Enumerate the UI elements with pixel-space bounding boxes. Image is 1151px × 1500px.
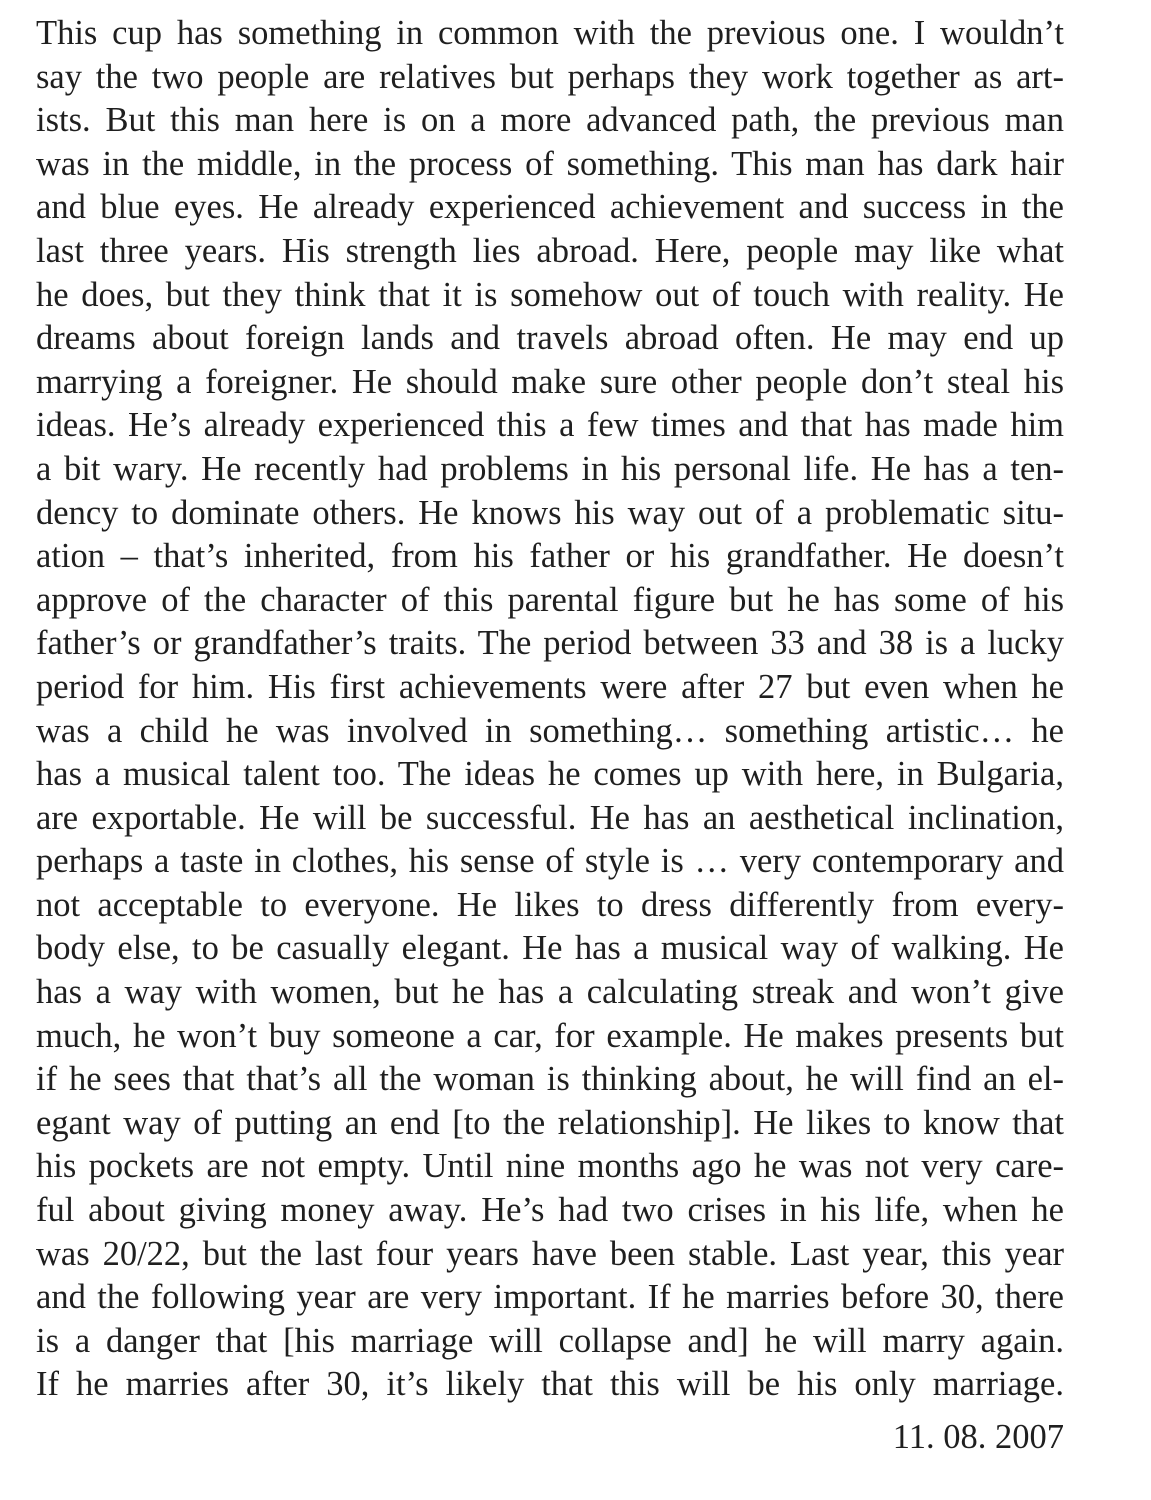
text-line: a bit wary. He recently had problems in his personal life. He has a ten- [36,449,1064,488]
text-line: egant way of putting an end [to the relationship]. He likes to know that [36,1103,1064,1142]
text-line: dreams about foreign lands and travels abroad often. He may end up [36,319,1064,358]
text-line: If he marries after 30, it’s likely that this will be his only marriage. [36,1365,1064,1404]
text-line: and the following year are very important. If he marries before 30, there [36,1278,1064,1317]
text-line: has a musical talent too. The ideas he comes up with here, in Bulgaria, [36,755,1064,794]
text-line: not acceptable to everyone. He likes to dress differently from every- [36,885,1064,924]
text-line: body else, to be casually elegant. He has a musical way of walking. He [36,929,1064,968]
text-line: is a danger that [his marriage will collapse and] he will marry again. [36,1321,1064,1360]
text-line: period for him. His first achievements were after 27 but even when he [36,667,1064,706]
text-line: say the two people are relatives but perhaps they work together as art- [36,57,1064,96]
text-line: perhaps a taste in clothes, his sense of style is … very contemporary and [36,842,1064,881]
text-line: last three years. His strength lies abroad. Here, people may like what [36,231,1064,270]
text-line: This cup has something in common with the previous one. I wouldn’t [36,14,1064,52]
text-line: dency to dominate others. He knows his way out of a problematic situ- [36,493,1064,532]
text-line: has a way with women, but he has a calculating streak and won’t give [36,973,1064,1012]
text-line: if he sees that that’s all the woman is thinking about, he will find an el- [36,1060,1064,1099]
text-line: much, he won’t buy someone a car, for example. He makes presents but [36,1016,1064,1055]
text-line: and blue eyes. He already experienced achievement and success in the [36,188,1064,227]
text-line: was 20/22, but the last four years have been stable. Last year, this year [36,1234,1064,1273]
text-line: ists. But this man here is on a more advanced path, the previous man [36,101,1064,140]
text-line: are exportable. He will be successful. He has an aesthetical inclination, [36,798,1064,837]
text-line: ation – that’s inherited, from his father or his grandfather. He doesn’t [36,537,1064,576]
text-line: he does, but they think that it is somehow out of touch with reality. He [36,275,1064,314]
text-line: father’s or grandfather’s traits. The period between 33 and 38 is a lucky [36,624,1064,663]
text-line: approve of the character of this parental figure but he has some of his [36,580,1064,619]
text-line: his pockets are not empty. Until nine months ago he was not very care- [36,1147,1064,1186]
body-paragraph [36,12,1064,1407]
text-line: was in the middle, in the process of something. This man has dark hair [36,144,1064,183]
text-line: ideas. He’s already experienced this a few times and that has made him [36,406,1064,445]
text-line: ful about giving money away. He’s had two crises in his life, when he [36,1191,1064,1230]
text-line: was a child he was involved in something… something artistic… he [36,711,1064,750]
document-date: 11. 08. 2007 [892,1418,1064,1456]
document-page [36,12,1064,1456]
text-line: marrying a foreigner. He should make sure other people don’t steal his [36,362,1064,401]
